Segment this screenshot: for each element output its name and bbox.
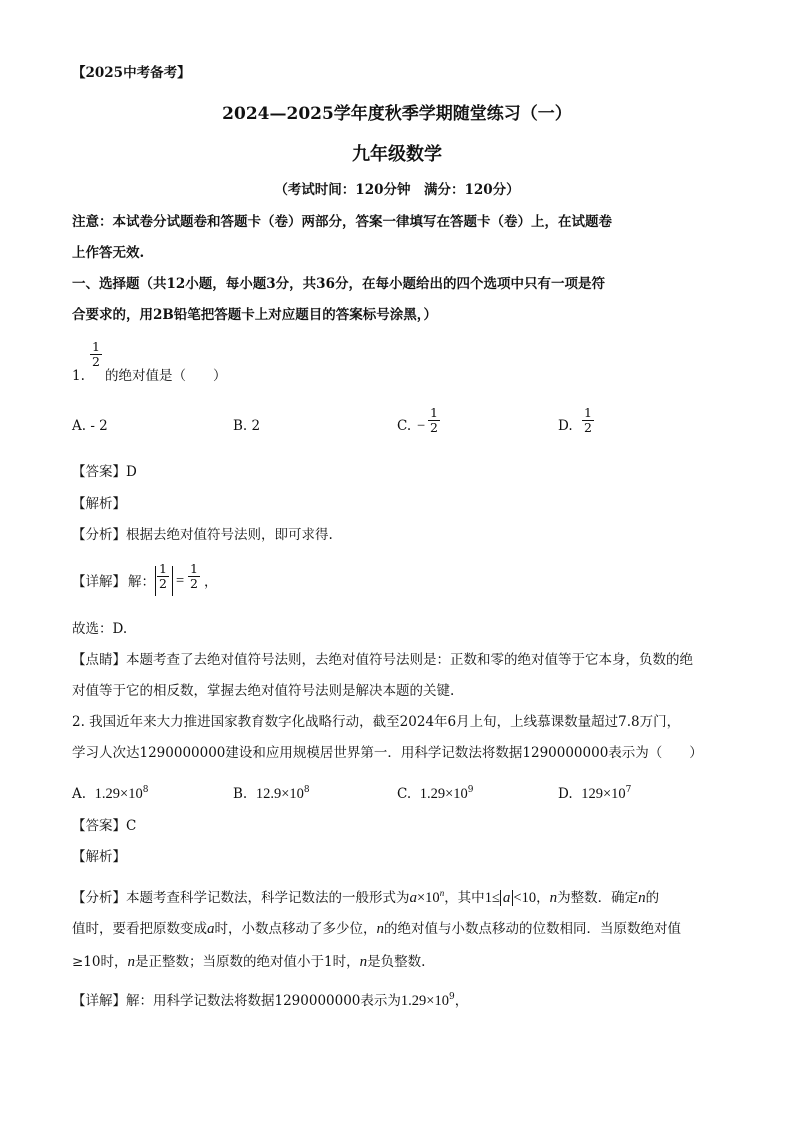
exam-title: 2024—2025学年度秋季学期随堂练习（一） (222, 104, 572, 124)
section-heading-line-1: 一、选择题（共12小题，每小题3分，共36分，在每小题给出的四个选项中只有一项是符 (72, 276, 605, 292)
q1-answer-value: D (126, 464, 137, 480)
subject-title: 九年级数学 (352, 144, 442, 165)
exam-tag: 【2025中考备考】 (72, 65, 191, 81)
question-2-line-1: 2. 我国近年来大力推进国家教育数字化战略行动，截至2024年6月上旬，上线慕课数量超过7.8万门， (72, 714, 681, 730)
q1-comment-line-2: 对值等于它的相反数，掌握去绝对值符号法则是解决本题的关键. (72, 683, 455, 699)
abs-left-bar (155, 566, 156, 596)
q2-fenxi-line-2: 值时，要看把原数变成a时，小数点移动了多少位，n的绝对值与小数点移动的位数相同．当原数绝对值 (72, 921, 681, 937)
question-1-stem-text: 的绝对值是（ ） (105, 368, 227, 384)
q2-analysis-label: 【解析】 (72, 849, 126, 865)
q1-analysis-label: 【解析】 (72, 496, 126, 512)
q2-option-a: A. $1.29\times 10^8$ (72, 785, 149, 802)
section-heading-line-2: 合要求的，用2B铅笔把答题卡上对应题目的答案标号涂黑，） (72, 307, 438, 323)
question-2-line-2: 学习人次达1290000000建设和应用规模居世界第一．用科学记数法将数据1290000000表示为（ ） (72, 745, 703, 761)
question-1-number: 1. (72, 368, 85, 384)
question-1-fraction: $\frac{1}{2}$ (92, 339, 100, 369)
notice-label: 注意： (72, 214, 113, 230)
notice-text-1: 本试卷分试题卷和答题卡（卷）两部分，答案一律填写在答题卡（卷）上，在试题卷 (112, 214, 612, 230)
q2-option-b: B. $12.9\times 10^8$ (233, 785, 310, 802)
q2-fenxi-line-1: 【分析】本题考查科学记数法，科学记数法的一般形式为$a\times 10^n$，其中1≤ a <10，n为整数．确定n的 (72, 888, 660, 906)
q2-answer: 【答案】C (72, 818, 137, 834)
q2-detail: 【详解】解：用科学记数法将数据1290000000表示为$1.29\times 10^9$， (72, 992, 469, 1009)
q1-comment-line-1: 【点睛】本题考查了去绝对值符号法则，去绝对值符号法则是：正数和零的绝对值等于它本身，负数的绝 (72, 652, 693, 668)
exam-info: （考试时间：120分钟 满分：120分） (274, 182, 520, 198)
q1-choose: 故选：D. (72, 621, 128, 637)
abs-right-bar (172, 566, 173, 596)
q2-option-d: D. $129\times 10^7$ (558, 785, 632, 802)
q1-option-a: A. - 2 (72, 418, 108, 434)
q2-fenxi-line-3: ≥10时，n是正整数；当原数的绝对值小于1时，n是负整数. (72, 954, 426, 970)
notice-line-2: 上作答无效. (72, 245, 145, 261)
q1-answer: 【答案】D (72, 464, 137, 480)
q1-fenxi: 【分析】根据去绝对值符号法则，即可求得. (72, 527, 333, 543)
q1-option-b: B. 2 (233, 418, 261, 434)
q2-answer-value: C (126, 818, 137, 834)
q2-option-c: C. $1.29\times 10^9$ (397, 785, 474, 802)
notice-line-1 (72, 213, 612, 231)
